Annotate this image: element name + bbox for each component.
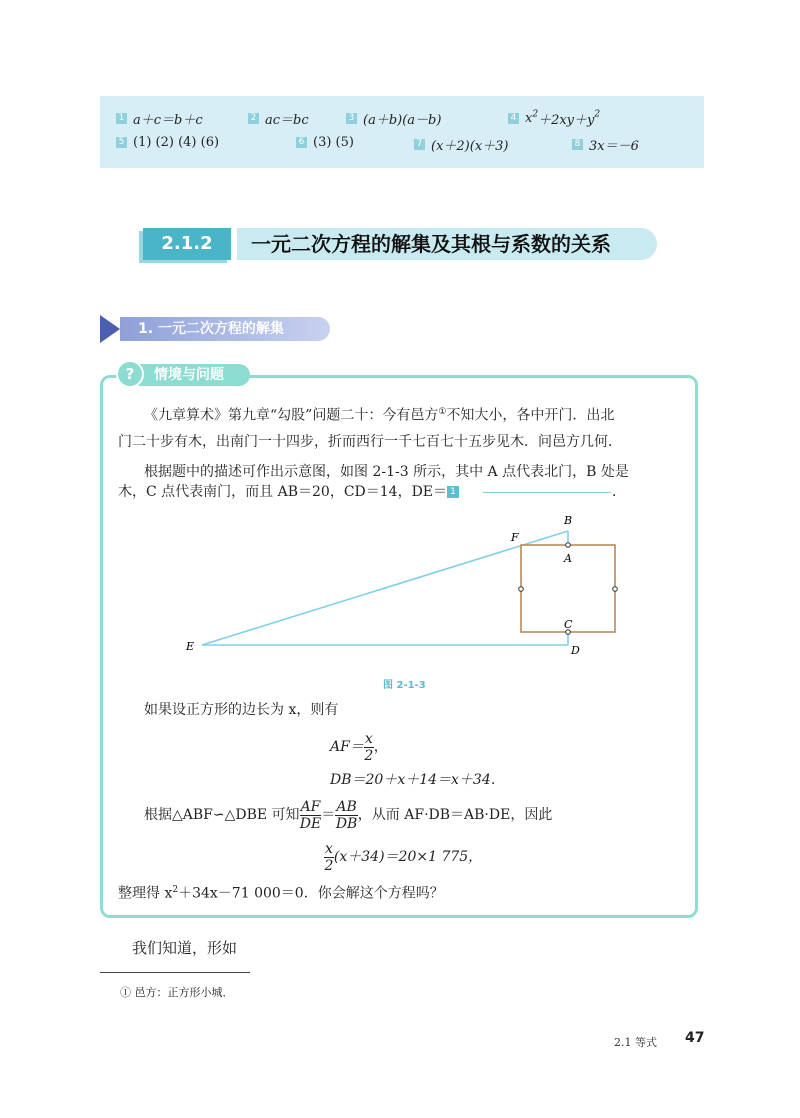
- footnote: ① 邑方：正方形小城．: [120, 986, 234, 999]
- equation-af: AF＝ $\frac{x}{2}$ ，: [330, 730, 388, 764]
- point-east: [613, 587, 618, 592]
- similarity-line: 根据△ABF∽△DBE 可知 $\frac{AF}{DE}$ ＝ $\frac{AB}{DB}$ ，从而 AF·DB＝AB·DE，因此: [144, 798, 553, 832]
- fraction: $\frac{AF}{DE}$: [299, 798, 322, 832]
- page-number: 47: [685, 1030, 705, 1046]
- answer-item: 1 a＋c＝b＋c: [116, 109, 203, 128]
- label-c: C: [564, 618, 573, 631]
- problem-line: 《九章算术》第九章“勾股”问题二十：今有邑方①不知大小，各中开门．出北: [144, 407, 615, 424]
- figure-caption: 图 2-1-3: [383, 680, 426, 691]
- equation-db: DB＝20＋x＋14＝x＋34．: [330, 772, 505, 788]
- derivation-intro: 如果设正方形的边长为 x，则有: [144, 702, 339, 718]
- body-text: 我们知道，形如: [132, 939, 238, 957]
- section-title: 一元二次方程的解集及其根与系数的关系: [251, 232, 611, 256]
- final-equation: 整理得 $x^2+34x-71$ 000＝0．你会解这个方程吗？: [118, 885, 444, 902]
- point-west: [519, 587, 524, 592]
- fraction: $\frac{x}{2}$: [364, 730, 374, 764]
- subsection-title: 1. 一元二次方程的解集: [138, 321, 284, 337]
- answer-item: 7 (x＋2)(x＋3): [414, 135, 509, 154]
- label-a: A: [564, 552, 572, 565]
- question-icon: ?: [116, 360, 144, 388]
- answer-item: 4 $x^2+2xy+y^2$: [508, 109, 600, 128]
- line-eb: [202, 531, 568, 645]
- problem-line: 木，C 点代表南门，而且 AB＝20，CD＝14，DE＝ 1: [118, 482, 459, 502]
- answer-item: 6 (3) (5): [296, 135, 354, 150]
- footnote-rule: [100, 972, 250, 973]
- fraction: $\frac{AB}{DB}$: [335, 798, 358, 832]
- answer-item: 3 (a＋b)(a－b): [346, 109, 441, 128]
- label-d: D: [571, 644, 580, 657]
- label-b: B: [564, 514, 573, 527]
- answer-item: 8 3x＝－6: [572, 135, 639, 154]
- answer-item: 2 ac＝bc: [248, 109, 309, 128]
- label-f: F: [511, 531, 519, 544]
- problem-line: 根据题中的描述可作出示意图，如图 2-1-3 所示，其中 A 点代表北门，B 处是: [144, 464, 629, 480]
- section-number: 2.1.2: [143, 228, 231, 260]
- blank-marker: 1: [447, 486, 459, 498]
- problem-line-end: ．: [612, 484, 626, 500]
- context-label: 情境与问题: [154, 367, 224, 383]
- answer-item: 5 (1) (2) (4) (6): [116, 135, 219, 150]
- label-e: E: [186, 640, 195, 653]
- problem-line: 门二十步有木，出南门一十四步，折而西行一千七百七十五步见木．问邑方几何．: [118, 434, 622, 450]
- equation-product: $\frac{x}{2}$ (x＋34)＝20×1 775，: [324, 840, 483, 874]
- fraction: $\frac{x}{2}$: [324, 840, 334, 874]
- point-a: [566, 543, 571, 548]
- footer-section: 2.1 等式: [614, 1036, 657, 1049]
- footnote-mark: ①: [438, 407, 447, 417]
